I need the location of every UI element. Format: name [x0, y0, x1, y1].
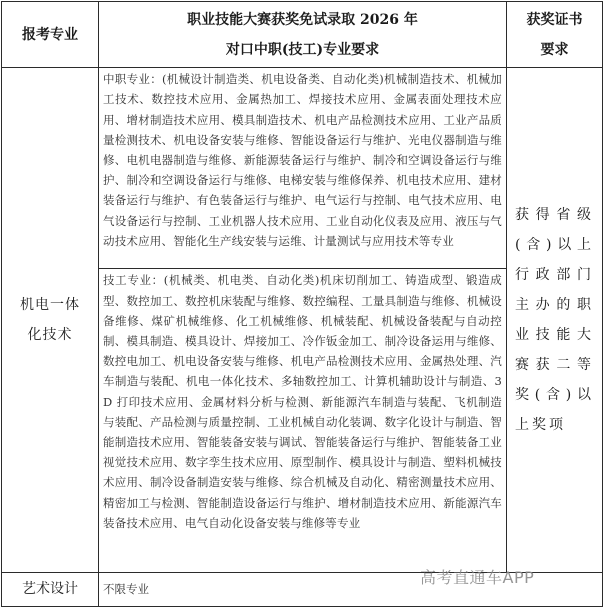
header-cert-line2: 要求	[540, 41, 569, 58]
watermark-text: 高考直通车APP	[420, 568, 535, 587]
admission-requirements-table	[1, 1, 603, 607]
cert-requirement: 获得省级(含)以上行政部门主办的职业技能大赛获二等奖(含)以上奖项	[507, 68, 603, 573]
header-requirement-line1: 职业技能大赛获奖免试录取 2026 年	[187, 11, 418, 28]
header-cert	[507, 2, 603, 68]
major-mechatronics: 机电一体 化技术	[2, 68, 99, 573]
zhongzhi-requirement: 中职专业：(机械设计制造类、机电设备类、自动化类)机械制造技术、机械加工技术、数控技术应用、金属热加工、焊接技术应用、金属表面处理技术应用、增材制造技术应用、模具制造技术、机电产品检测技术应用、工业产品质量检测技术、机电设备安装与维修、智能设备运行与维护、光电仪器制造与维修、电机电器制造与维修、新能源装备运行与维护、制冷和空调设备运行与维护、制冷和空调设备运行与维修、电梯安装与维修保养、机电技术应用、建材装备运行与维护、有色装备运行与维护、电气运行与控制、电气技术应用、电气设备运行与控制、工业机器人技术应用、工业自动化仪表及应用、液压与气动技术应用、智能化生产线安装与运维、计量测试与应用技术等专业	[99, 68, 507, 269]
art-design-requirement: 不限专业	[99, 572, 603, 606]
major-art-design: 艺术设计	[2, 572, 99, 606]
header-cert-line1: 获奖证书	[526, 11, 583, 28]
jigong-requirement: 技工专业：(机械类、机电类、自动化类)机床切削加工、铸造成型、锻造成型、数控加工、数控机床装配与维修、数控编程、工量具制造与维修、机械设备维修、煤矿机械维修、化工机械维修、机械装配、机械设备装配与自动控制、模具制造、模具设计、焊接加工、冷作钣金加工、制冷设备运用与维修、数控电加工、机电设备安装与维修、机电产品检测技术应用、金属热处理、汽车制造与装配、机电一体化技术、多轴数控加工、计算机辅助设计与制造、3D 打印技术应用、金属材料分析与检测、新能源汽车制造与装配、飞机制造与装配、产品检测与质量控制、工业机械自动化装调、数字化设计与制造、智能制造技术应用、智能装备安装与调试、智能装备运行与维护、智能装备工业视觉技术应用、数字孪生技术应用、原型制作、模具设计与制造、塑料机械技术应用、制冷设备制造安装与维修、综合机械及自动化、精密测量技术应用、精密加工与检测、智能制造设备运行与维护、增材制造技术应用、新能源汽车装备技术应用、电气自动化设备安装与维修等专业	[99, 269, 507, 573]
header-requirement-line2: 对口中职(技工)专业要求	[225, 41, 380, 58]
header-major: 报考专业	[2, 2, 99, 68]
header-row	[2, 2, 603, 68]
header-requirement	[99, 2, 507, 68]
table-row-mechatronics-zhongzhi	[2, 68, 603, 269]
